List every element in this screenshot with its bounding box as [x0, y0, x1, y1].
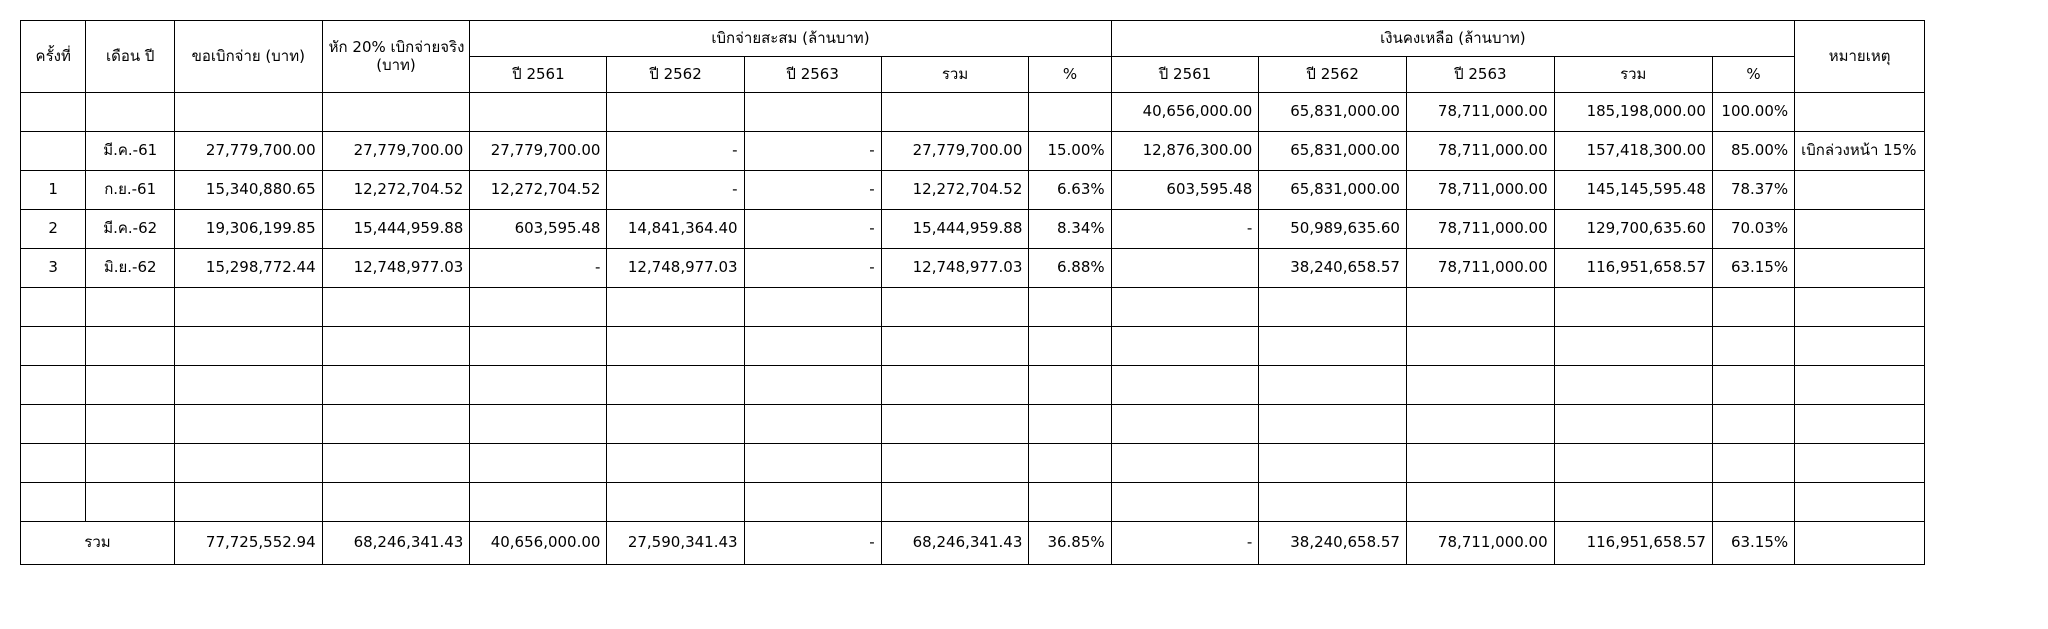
cell-rem-y1[interactable]: 40,656,000.00 — [1111, 93, 1259, 132]
cell-cum-total[interactable]: 15,444,959.88 — [881, 210, 1029, 249]
cell-request[interactable]: 15,340,880.65 — [174, 171, 322, 210]
cell-actual[interactable]: 27,779,700.00 — [322, 132, 470, 171]
cell-rem-y2[interactable]: 38,240,658.57 — [1259, 249, 1407, 288]
cell-month[interactable]: มี.ค.-61 — [86, 132, 175, 171]
cell-seq[interactable] — [21, 132, 86, 171]
cell-empty[interactable] — [881, 327, 1029, 366]
cell-rem-y3[interactable]: 78,711,000.00 — [1406, 171, 1554, 210]
cell-empty[interactable] — [470, 327, 607, 366]
total-cum-y1[interactable]: 40,656,000.00 — [470, 522, 607, 565]
cell-empty[interactable] — [86, 288, 175, 327]
cell-empty[interactable] — [607, 444, 744, 483]
cell-rem-total[interactable]: 129,700,635.60 — [1554, 210, 1712, 249]
cell-cum-y1[interactable] — [470, 93, 607, 132]
cell-empty[interactable] — [881, 444, 1029, 483]
cell-empty[interactable] — [470, 366, 607, 405]
cell-empty[interactable] — [322, 288, 470, 327]
cell-empty[interactable] — [744, 327, 881, 366]
cell-month[interactable]: มิ.ย.-62 — [86, 249, 175, 288]
cell-empty[interactable] — [1259, 288, 1407, 327]
cell-note[interactable] — [1795, 249, 1925, 288]
cell-cum-y1[interactable]: 27,779,700.00 — [470, 132, 607, 171]
cell-empty[interactable] — [1029, 483, 1111, 522]
cell-empty[interactable] — [881, 366, 1029, 405]
cell-note[interactable] — [1795, 93, 1925, 132]
cell-rem-y2[interactable]: 65,831,000.00 — [1259, 132, 1407, 171]
cell-empty[interactable] — [1406, 366, 1554, 405]
table-body — [21, 93, 1925, 565]
cell-empty[interactable] — [1259, 327, 1407, 366]
cell-empty[interactable] — [1795, 288, 1925, 327]
cell-rem-y1[interactable]: - — [1111, 210, 1259, 249]
cell-rem-pct[interactable]: 70.03% — [1712, 210, 1794, 249]
cell-empty[interactable] — [21, 327, 86, 366]
cell-empty[interactable] — [322, 327, 470, 366]
cell-empty[interactable] — [1111, 288, 1259, 327]
total-actual[interactable]: 68,246,341.43 — [322, 522, 470, 565]
cell-cum-pct[interactable]: 6.88% — [1029, 249, 1111, 288]
table-header — [21, 21, 1925, 93]
cell-cum-y2[interactable]: - — [607, 171, 744, 210]
col-header-month-year: เดือน ปี — [86, 21, 175, 93]
cell-actual[interactable]: 12,272,704.52 — [322, 171, 470, 210]
cell-empty[interactable] — [744, 444, 881, 483]
cell-note[interactable]: เบิกล่วงหน้า 15% — [1795, 132, 1925, 171]
cell-empty[interactable] — [1406, 405, 1554, 444]
total-request[interactable]: 77,725,552.94 — [174, 522, 322, 565]
cell-empty[interactable] — [1554, 327, 1712, 366]
cell-cum-y3[interactable] — [744, 93, 881, 132]
col-header-actual-line2: (บาท) — [376, 55, 416, 74]
cell-empty[interactable] — [1795, 405, 1925, 444]
total-rem-y2[interactable]: 38,240,658.57 — [1259, 522, 1407, 565]
total-cum-y2[interactable]: 27,590,341.43 — [607, 522, 744, 565]
cell-actual[interactable]: 12,748,977.03 — [322, 249, 470, 288]
cell-rem-pct[interactable]: 63.15% — [1712, 249, 1794, 288]
table-total-row[interactable] — [21, 522, 1925, 565]
cell-request[interactable]: 27,779,700.00 — [174, 132, 322, 171]
col-header-actual-line1: หัก 20% เบิกจ่ายจริง — [328, 38, 465, 57]
cell-empty[interactable] — [1029, 444, 1111, 483]
cell-empty[interactable] — [1259, 444, 1407, 483]
cell-rem-y3[interactable]: 78,711,000.00 — [1406, 93, 1554, 132]
cell-rem-y1[interactable]: 12,876,300.00 — [1111, 132, 1259, 171]
cell-empty[interactable] — [1712, 444, 1794, 483]
cell-empty[interactable] — [21, 405, 86, 444]
cell-empty[interactable] — [1554, 444, 1712, 483]
col-header-rem-y2: ปี 2562 — [1259, 57, 1407, 93]
cell-cum-total[interactable] — [881, 93, 1029, 132]
cell-empty[interactable] — [744, 366, 881, 405]
cell-empty[interactable] — [1554, 483, 1712, 522]
cell-empty[interactable] — [744, 483, 881, 522]
table-row[interactable] — [21, 132, 1925, 171]
cell-empty[interactable] — [1712, 483, 1794, 522]
cell-cum-y2[interactable]: - — [607, 132, 744, 171]
col-header-cum-y2: ปี 2562 — [607, 57, 744, 93]
cell-empty[interactable] — [86, 366, 175, 405]
cell-empty[interactable] — [1029, 288, 1111, 327]
cell-empty[interactable] — [1795, 483, 1925, 522]
cell-empty[interactable] — [322, 366, 470, 405]
cell-empty[interactable] — [21, 288, 86, 327]
cell-empty[interactable] — [86, 483, 175, 522]
cell-empty[interactable] — [1795, 366, 1925, 405]
cell-empty[interactable] — [86, 405, 175, 444]
cell-empty[interactable] — [881, 405, 1029, 444]
col-header-cum-pct: % — [1029, 57, 1111, 93]
cell-rem-y3[interactable]: 78,711,000.00 — [1406, 249, 1554, 288]
cell-rem-y1[interactable] — [1111, 249, 1259, 288]
cell-empty[interactable] — [744, 288, 881, 327]
cell-month[interactable] — [86, 93, 175, 132]
table-row-empty[interactable] — [21, 288, 1925, 327]
table-row-empty[interactable] — [21, 405, 1925, 444]
cell-empty[interactable] — [607, 405, 744, 444]
cell-empty[interactable] — [1712, 405, 1794, 444]
cell-empty[interactable] — [1111, 444, 1259, 483]
cell-rem-total[interactable]: 145,145,595.48 — [1554, 171, 1712, 210]
total-cum-total[interactable]: 68,246,341.43 — [881, 522, 1029, 565]
cell-rem-pct[interactable]: 100.00% — [1712, 93, 1794, 132]
group-header-remaining: เงินคงเหลือ (ล้านบาท) — [1111, 21, 1795, 57]
cell-cum-total[interactable]: 12,272,704.52 — [881, 171, 1029, 210]
cell-empty[interactable] — [174, 444, 322, 483]
col-header-rem-total: รวม — [1554, 57, 1712, 93]
table-row[interactable] — [21, 210, 1925, 249]
cell-empty[interactable] — [322, 444, 470, 483]
cell-rem-total[interactable]: 116,951,658.57 — [1554, 249, 1712, 288]
cell-rem-y2[interactable]: 50,989,635.60 — [1259, 210, 1407, 249]
cell-note[interactable] — [1795, 171, 1925, 210]
col-header-rem-y1: ปี 2561 — [1111, 57, 1259, 93]
group-header-cumulative: เบิกจ่ายสะสม (ล้านบาท) — [470, 21, 1111, 57]
cell-empty[interactable] — [21, 444, 86, 483]
cell-empty[interactable] — [607, 366, 744, 405]
cell-cum-y2[interactable] — [607, 93, 744, 132]
cell-cum-y3[interactable]: - — [744, 249, 881, 288]
cell-empty[interactable] — [1029, 366, 1111, 405]
cell-seq[interactable]: 2 — [21, 210, 86, 249]
cell-empty[interactable] — [1111, 405, 1259, 444]
cell-empty[interactable] — [322, 483, 470, 522]
col-header-seq: ครั้งที่ — [21, 21, 86, 93]
cell-empty[interactable] — [1795, 327, 1925, 366]
cell-empty[interactable] — [1712, 366, 1794, 405]
cell-rem-pct[interactable]: 78.37% — [1712, 171, 1794, 210]
col-header-cum-y1: ปี 2561 — [470, 57, 607, 93]
col-header-actual — [322, 21, 470, 93]
cell-empty[interactable] — [1712, 327, 1794, 366]
cell-empty[interactable] — [1259, 405, 1407, 444]
cell-rem-total[interactable]: 185,198,000.00 — [1554, 93, 1712, 132]
cell-empty[interactable] — [1111, 327, 1259, 366]
cell-cum-total[interactable]: 12,748,977.03 — [881, 249, 1029, 288]
cell-rem-y2[interactable]: 65,831,000.00 — [1259, 93, 1407, 132]
cell-empty[interactable] — [1406, 444, 1554, 483]
cell-rem-pct[interactable]: 85.00% — [1712, 132, 1794, 171]
cell-cum-y1[interactable]: 12,272,704.52 — [470, 171, 607, 210]
col-header-rem-y3: ปี 2563 — [1406, 57, 1554, 93]
cell-cum-y2[interactable]: 12,748,977.03 — [607, 249, 744, 288]
cell-cum-y1[interactable]: - — [470, 249, 607, 288]
cell-seq[interactable] — [21, 93, 86, 132]
cell-empty[interactable] — [1029, 405, 1111, 444]
col-header-rem-pct: % — [1712, 57, 1794, 93]
cell-empty[interactable] — [1554, 366, 1712, 405]
cell-empty[interactable] — [881, 288, 1029, 327]
cell-empty[interactable] — [1406, 483, 1554, 522]
cell-empty[interactable] — [21, 483, 86, 522]
cell-rem-y3[interactable]: 78,711,000.00 — [1406, 210, 1554, 249]
cell-cum-y3[interactable]: - — [744, 132, 881, 171]
cell-empty[interactable] — [881, 483, 1029, 522]
cell-cum-pct[interactable]: 6.63% — [1029, 171, 1111, 210]
disbursement-table — [20, 20, 1925, 565]
cell-empty[interactable] — [86, 327, 175, 366]
total-rem-total[interactable]: 116,951,658.57 — [1554, 522, 1712, 565]
col-header-request: ขอเบิกจ่าย (บาท) — [174, 21, 322, 93]
cell-empty[interactable] — [607, 288, 744, 327]
header-row-top — [21, 21, 1925, 57]
cell-month[interactable]: ก.ย.-61 — [86, 171, 175, 210]
cell-empty[interactable] — [86, 444, 175, 483]
cell-cum-pct[interactable] — [1029, 93, 1111, 132]
cell-cum-y3[interactable]: - — [744, 210, 881, 249]
cell-empty[interactable] — [470, 288, 607, 327]
cell-empty[interactable] — [1259, 366, 1407, 405]
total-rem-y1[interactable]: - — [1111, 522, 1259, 565]
cell-month[interactable]: มี.ค.-62 — [86, 210, 175, 249]
cell-empty[interactable] — [1111, 483, 1259, 522]
cell-request[interactable] — [174, 93, 322, 132]
col-header-cum-y3: ปี 2563 — [744, 57, 881, 93]
cell-note[interactable] — [1795, 210, 1925, 249]
table-row[interactable] — [21, 93, 1925, 132]
cell-request[interactable]: 15,298,772.44 — [174, 249, 322, 288]
cell-empty[interactable] — [322, 405, 470, 444]
cell-empty[interactable] — [470, 483, 607, 522]
cell-empty[interactable] — [744, 405, 881, 444]
cell-empty[interactable] — [1795, 444, 1925, 483]
table-row-empty[interactable] — [21, 483, 1925, 522]
total-rem-pct[interactable]: 63.15% — [1712, 522, 1794, 565]
table-row[interactable] — [21, 171, 1925, 210]
total-label: รวม — [21, 522, 175, 565]
cell-rem-y3[interactable]: 78,711,000.00 — [1406, 132, 1554, 171]
cell-rem-total[interactable]: 157,418,300.00 — [1554, 132, 1712, 171]
spreadsheet-sheet — [20, 20, 2008, 565]
cell-rem-y2[interactable]: 65,831,000.00 — [1259, 171, 1407, 210]
table-row-empty[interactable] — [21, 366, 1925, 405]
cell-seq[interactable]: 3 — [21, 249, 86, 288]
cell-empty[interactable] — [607, 327, 744, 366]
table-row-empty[interactable] — [21, 444, 1925, 483]
cell-empty[interactable] — [174, 366, 322, 405]
cell-empty[interactable] — [607, 483, 744, 522]
col-header-cum-total: รวม — [881, 57, 1029, 93]
cell-empty[interactable] — [1259, 483, 1407, 522]
total-rem-y3[interactable]: 78,711,000.00 — [1406, 522, 1554, 565]
cell-empty[interactable] — [1406, 288, 1554, 327]
cell-request[interactable]: 19,306,199.85 — [174, 210, 322, 249]
cell-actual[interactable]: 15,444,959.88 — [322, 210, 470, 249]
cell-cum-pct[interactable]: 8.34% — [1029, 210, 1111, 249]
cell-rem-y1[interactable]: 603,595.48 — [1111, 171, 1259, 210]
total-note[interactable] — [1795, 522, 1925, 565]
cell-empty[interactable] — [1029, 327, 1111, 366]
table-row[interactable] — [21, 249, 1925, 288]
cell-cum-y1[interactable]: 603,595.48 — [470, 210, 607, 249]
col-header-note: หมายเหตุ — [1795, 21, 1925, 93]
cell-empty[interactable] — [1111, 366, 1259, 405]
cell-cum-pct[interactable]: 15.00% — [1029, 132, 1111, 171]
cell-cum-total[interactable]: 27,779,700.00 — [881, 132, 1029, 171]
total-cum-pct[interactable]: 36.85% — [1029, 522, 1111, 565]
cell-cum-y2[interactable]: 14,841,364.40 — [607, 210, 744, 249]
cell-seq[interactable]: 1 — [21, 171, 86, 210]
cell-empty[interactable] — [174, 288, 322, 327]
cell-empty[interactable] — [1406, 327, 1554, 366]
cell-empty[interactable] — [1554, 405, 1712, 444]
cell-empty[interactable] — [1554, 288, 1712, 327]
cell-empty[interactable] — [174, 405, 322, 444]
cell-actual[interactable] — [322, 93, 470, 132]
table-row-empty[interactable] — [21, 327, 1925, 366]
cell-cum-y3[interactable]: - — [744, 171, 881, 210]
total-cum-y3[interactable]: - — [744, 522, 881, 565]
cell-empty[interactable] — [174, 483, 322, 522]
cell-empty[interactable] — [21, 366, 86, 405]
cell-empty[interactable] — [174, 327, 322, 366]
cell-empty[interactable] — [470, 405, 607, 444]
cell-empty[interactable] — [1712, 288, 1794, 327]
cell-empty[interactable] — [470, 444, 607, 483]
